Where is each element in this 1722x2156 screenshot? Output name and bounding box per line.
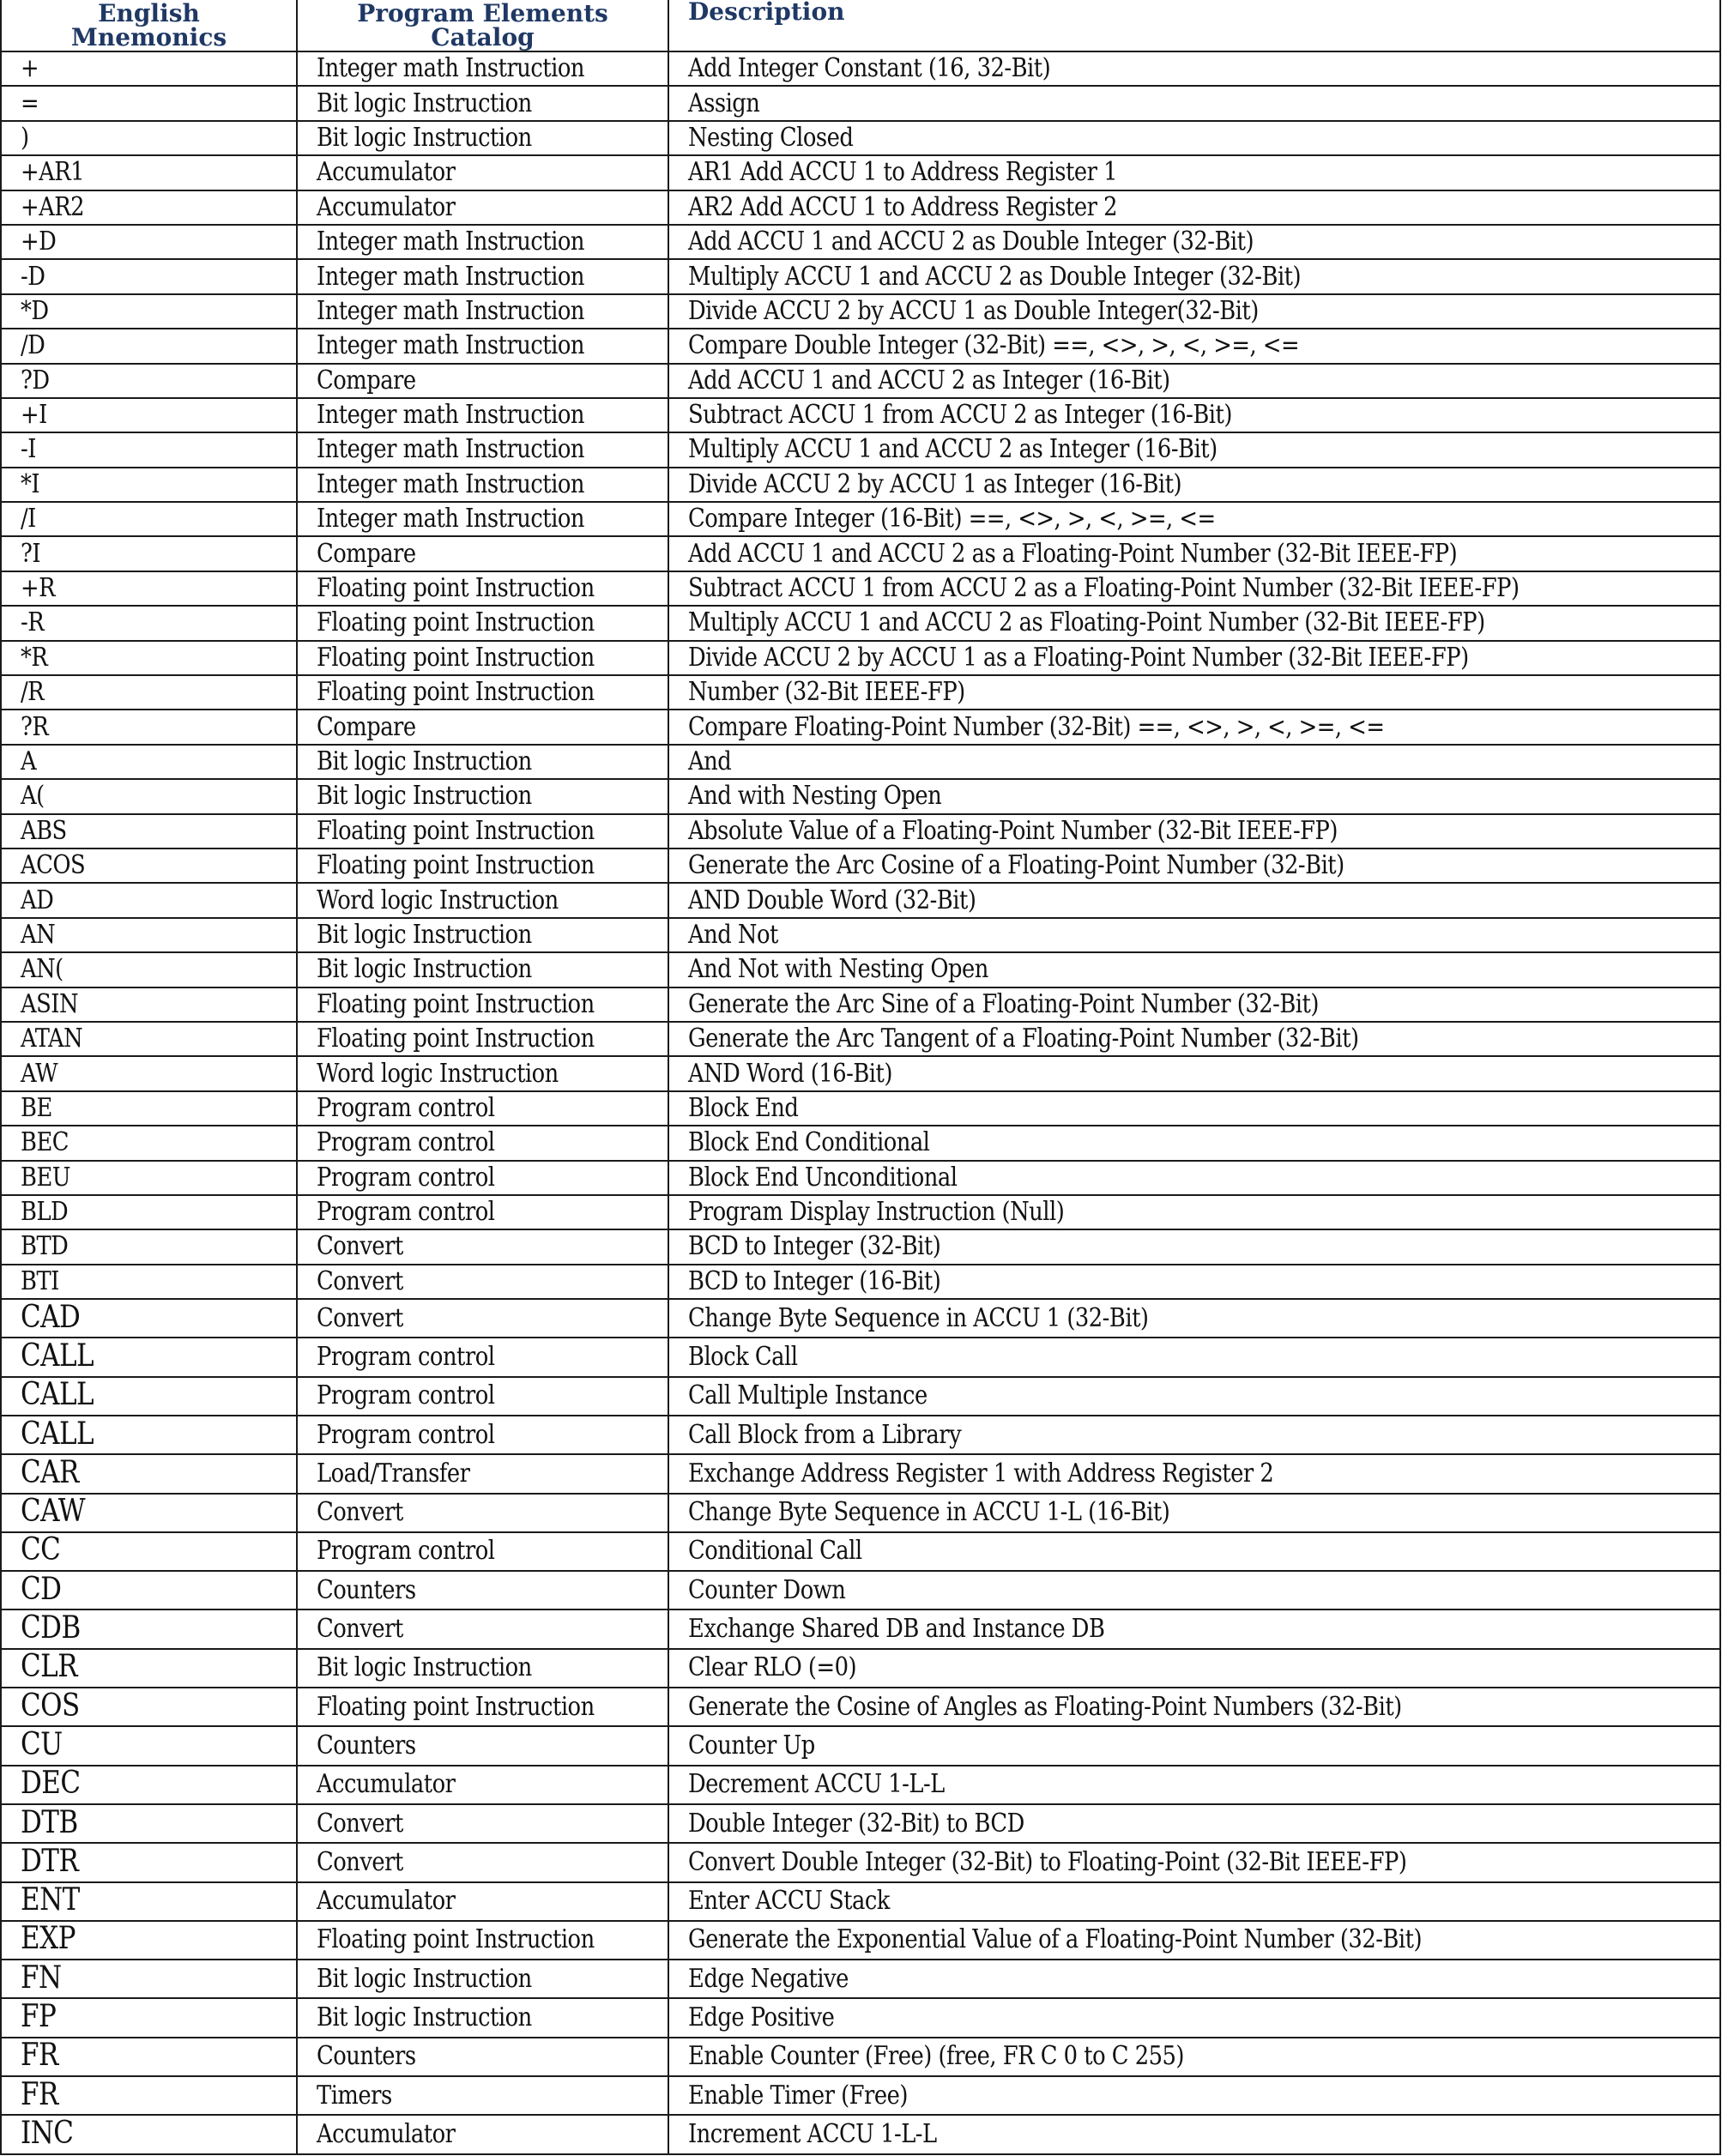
description-cell: BCD to Integer (16-Bit) bbox=[668, 1265, 1720, 1299]
catalog-cell: Accumulator bbox=[297, 2115, 668, 2153]
catalog-cell: Integer math Instruction bbox=[297, 294, 668, 329]
catalog-cell: Integer math Instruction bbox=[297, 225, 668, 259]
catalog-cell: Accumulator bbox=[297, 190, 668, 225]
description-cell: Multiply ACCU 1 and ACCU 2 as Integer (16-Bit) bbox=[668, 432, 1720, 467]
mnemonic-cell: -I bbox=[1, 432, 297, 467]
mnemonic-cell: *R bbox=[1, 641, 297, 675]
description-cell: Counter Up bbox=[668, 1726, 1720, 1765]
catalog-cell: Floating point Instruction bbox=[297, 675, 668, 710]
description-cell: Enable Timer (Free) bbox=[668, 2076, 1720, 2115]
catalog-cell: Bit logic Instruction bbox=[297, 745, 668, 779]
description-cell: Block Call bbox=[668, 1338, 1720, 1376]
description-cell: Counter Down bbox=[668, 1571, 1720, 1609]
mnemonic-cell: ENT bbox=[1, 1882, 297, 1921]
description-cell: Subtract ACCU 1 from ACCU 2 as Integer (16-Bit) bbox=[668, 398, 1720, 432]
table-row bbox=[1, 745, 1720, 779]
table-row bbox=[1, 2115, 1720, 2153]
table-row bbox=[1, 329, 1720, 363]
catalog-cell: Bit logic Instruction bbox=[297, 1960, 668, 1998]
table-row bbox=[1, 1960, 1720, 1998]
table-row bbox=[1, 1195, 1720, 1229]
catalog-cell: Accumulator bbox=[297, 1882, 668, 1921]
description-cell: Edge Negative bbox=[668, 1960, 1720, 1998]
description-cell: Generate the Cosine of Angles as Floating-Point Numbers (32-Bit) bbox=[668, 1688, 1720, 1726]
mnemonic-cell: FR bbox=[1, 2038, 297, 2076]
table-row bbox=[1, 155, 1720, 190]
description-cell: BCD to Integer (32-Bit) bbox=[668, 1229, 1720, 1264]
catalog-cell: Floating point Instruction bbox=[297, 606, 668, 640]
mnemonic-cell: BEU bbox=[1, 1161, 297, 1195]
catalog-cell: Integer math Instruction bbox=[297, 51, 668, 86]
mnemonic-cell: CU bbox=[1, 1726, 297, 1765]
catalog-cell: Floating point Instruction bbox=[297, 1688, 668, 1726]
table-row bbox=[1, 536, 1720, 571]
table-row bbox=[1, 190, 1720, 225]
mnemonic-cell: = bbox=[1, 86, 297, 120]
description-cell: AR1 Add ACCU 1 to Address Register 1 bbox=[668, 155, 1720, 190]
mnemonic-cell: EXP bbox=[1, 1921, 297, 1960]
catalog-cell: Timers bbox=[297, 2076, 668, 2115]
description-cell: Generate the Exponential Value of a Floating-Point Number (32-Bit) bbox=[668, 1921, 1720, 1960]
table-row bbox=[1, 2038, 1720, 2076]
description-cell: Exchange Address Register 1 with Address Register 2 bbox=[668, 1454, 1720, 1493]
mnemonic-cell: ACOS bbox=[1, 849, 297, 883]
description-cell: Compare Floating-Point Number (32-Bit) ==, <>, >, <, >=, <= bbox=[668, 710, 1720, 744]
table-row bbox=[1, 675, 1720, 710]
catalog-cell: Integer math Instruction bbox=[297, 502, 668, 536]
mnemonic-cell: CALL bbox=[1, 1416, 297, 1454]
table-row bbox=[1, 1265, 1720, 1299]
description-cell: Exchange Shared DB and Instance DB bbox=[668, 1609, 1720, 1648]
description-cell: Number (32-Bit IEEE-FP) bbox=[668, 675, 1720, 710]
mnemonic-cell: CLR bbox=[1, 1649, 297, 1688]
description-cell: And with Nesting Open bbox=[668, 779, 1720, 813]
catalog-cell: Word logic Instruction bbox=[297, 883, 668, 917]
description-cell: And bbox=[668, 745, 1720, 779]
table-row bbox=[1, 1571, 1720, 1609]
table-row bbox=[1, 259, 1720, 293]
description-cell: Subtract ACCU 1 from ACCU 2 as a Floating-Point Number (32-Bit IEEE-FP) bbox=[668, 571, 1720, 606]
header-row bbox=[1, 0, 1720, 51]
table-row bbox=[1, 883, 1720, 917]
catalog-cell: Program control bbox=[297, 1532, 668, 1571]
table-row bbox=[1, 1882, 1720, 1921]
mnemonic-cell: CDB bbox=[1, 1609, 297, 1648]
table-row bbox=[1, 641, 1720, 675]
catalog-cell: Floating point Instruction bbox=[297, 1921, 668, 1960]
table-row bbox=[1, 1299, 1720, 1338]
catalog-cell: Integer math Instruction bbox=[297, 432, 668, 467]
mnemonic-cell: DTB bbox=[1, 1804, 297, 1843]
mnemonic-cell: A bbox=[1, 745, 297, 779]
header-description: Description bbox=[668, 0, 1720, 51]
description-cell: Enable Counter (Free) (free, FR C 0 to C 255) bbox=[668, 2038, 1720, 2076]
table-row bbox=[1, 1338, 1720, 1376]
description-cell: Compare Integer (16-Bit) ==, <>, >, <, >=, <= bbox=[668, 502, 1720, 536]
mnemonic-cell: BEC bbox=[1, 1126, 297, 1160]
mnemonic-cell: CD bbox=[1, 1571, 297, 1609]
mnemonic-cell: +AR1 bbox=[1, 155, 297, 190]
catalog-cell: Program control bbox=[297, 1161, 668, 1195]
table-row bbox=[1, 2076, 1720, 2115]
catalog-cell: Program control bbox=[297, 1195, 668, 1229]
description-cell: Divide ACCU 2 by ACCU 1 as Double Integer(32-Bit) bbox=[668, 294, 1720, 329]
description-cell: Edge Positive bbox=[668, 1998, 1720, 2037]
table-body bbox=[1, 51, 1720, 2154]
header-catalog: Program Elements Catalog bbox=[297, 0, 668, 51]
mnemonic-cell: FN bbox=[1, 1960, 297, 1998]
mnemonic-cell: /R bbox=[1, 675, 297, 710]
mnemonic-cell: +R bbox=[1, 571, 297, 606]
description-cell: Generate the Arc Cosine of a Floating-Point Number (32-Bit) bbox=[668, 849, 1720, 883]
mnemonic-cell: ABS bbox=[1, 814, 297, 849]
catalog-cell: Accumulator bbox=[297, 155, 668, 190]
catalog-cell: Bit logic Instruction bbox=[297, 918, 668, 952]
mnemonic-cell: *D bbox=[1, 294, 297, 329]
catalog-cell: Integer math Instruction bbox=[297, 468, 668, 502]
table-row bbox=[1, 571, 1720, 606]
catalog-cell: Floating point Instruction bbox=[297, 571, 668, 606]
table-row bbox=[1, 814, 1720, 849]
description-cell: Divide ACCU 2 by ACCU 1 as Integer (16-Bit) bbox=[668, 468, 1720, 502]
table-row bbox=[1, 121, 1720, 155]
mnemonic-cell: AN bbox=[1, 918, 297, 952]
catalog-cell: Convert bbox=[297, 1843, 668, 1881]
description-cell: Call Multiple Instance bbox=[668, 1377, 1720, 1416]
table-row bbox=[1, 502, 1720, 536]
mnemonic-cell: ATAN bbox=[1, 1022, 297, 1056]
mnemonic-cell: +D bbox=[1, 225, 297, 259]
catalog-cell: Accumulator bbox=[297, 1766, 668, 1804]
catalog-cell: Program control bbox=[297, 1377, 668, 1416]
description-cell: Add ACCU 1 and ACCU 2 as Double Integer (32-Bit) bbox=[668, 225, 1720, 259]
catalog-cell: Compare bbox=[297, 710, 668, 744]
catalog-cell: Load/Transfer bbox=[297, 1454, 668, 1493]
catalog-cell: Floating point Instruction bbox=[297, 814, 668, 849]
catalog-cell: Convert bbox=[297, 1609, 668, 1648]
catalog-cell: Program control bbox=[297, 1091, 668, 1126]
description-cell: Clear RLO (=0) bbox=[668, 1649, 1720, 1688]
mnemonic-cell: COS bbox=[1, 1688, 297, 1726]
description-cell: AND Word (16-Bit) bbox=[668, 1056, 1720, 1090]
mnemonic-cell: CAW bbox=[1, 1494, 297, 1532]
mnemonic-cell: -R bbox=[1, 606, 297, 640]
table-row bbox=[1, 1161, 1720, 1195]
table-row bbox=[1, 606, 1720, 640]
description-cell: Program Display Instruction (Null) bbox=[668, 1195, 1720, 1229]
description-cell: Block End bbox=[668, 1091, 1720, 1126]
description-cell: And Not with Nesting Open bbox=[668, 952, 1720, 987]
catalog-cell: Bit logic Instruction bbox=[297, 86, 668, 120]
mnemonic-cell: AW bbox=[1, 1056, 297, 1090]
description-cell: AND Double Word (32-Bit) bbox=[668, 883, 1720, 917]
catalog-cell: Floating point Instruction bbox=[297, 987, 668, 1022]
mnemonic-cell: BTD bbox=[1, 1229, 297, 1264]
description-cell: Nesting Closed bbox=[668, 121, 1720, 155]
catalog-cell: Convert bbox=[297, 1804, 668, 1843]
description-cell: Divide ACCU 2 by ACCU 1 as a Floating-Point Number (32-Bit IEEE-FP) bbox=[668, 641, 1720, 675]
table-row bbox=[1, 1766, 1720, 1804]
description-cell: Decrement ACCU 1-L-L bbox=[668, 1766, 1720, 1804]
table-row bbox=[1, 779, 1720, 813]
catalog-cell: Convert bbox=[297, 1265, 668, 1299]
catalog-cell: Program control bbox=[297, 1416, 668, 1454]
table-row bbox=[1, 1056, 1720, 1090]
table-row bbox=[1, 1921, 1720, 1960]
mnemonic-cell: FP bbox=[1, 1998, 297, 2037]
mnemonic-cell: AN( bbox=[1, 952, 297, 987]
mnemonic-cell: CAR bbox=[1, 1454, 297, 1493]
mnemonic-cell: BE bbox=[1, 1091, 297, 1126]
table-row bbox=[1, 918, 1720, 952]
table-row bbox=[1, 1377, 1720, 1416]
description-cell: Multiply ACCU 1 and ACCU 2 as Double Integer (32-Bit) bbox=[668, 259, 1720, 293]
mnemonic-cell: AD bbox=[1, 883, 297, 917]
catalog-cell: Floating point Instruction bbox=[297, 849, 668, 883]
catalog-cell: Compare bbox=[297, 536, 668, 571]
catalog-cell: Integer math Instruction bbox=[297, 259, 668, 293]
mnemonic-cell: A( bbox=[1, 779, 297, 813]
catalog-cell: Counters bbox=[297, 2038, 668, 2076]
catalog-cell: Bit logic Instruction bbox=[297, 121, 668, 155]
table-row bbox=[1, 1843, 1720, 1881]
table-row bbox=[1, 987, 1720, 1022]
description-cell: Multiply ACCU 1 and ACCU 2 as Floating-Point Number (32-Bit IEEE-FP) bbox=[668, 606, 1720, 640]
table-row bbox=[1, 51, 1720, 86]
table-row bbox=[1, 86, 1720, 120]
table-row bbox=[1, 1229, 1720, 1264]
table-row bbox=[1, 1416, 1720, 1454]
mnemonic-cell: ?I bbox=[1, 536, 297, 571]
mnemonic-cell: DEC bbox=[1, 1766, 297, 1804]
table-row bbox=[1, 1454, 1720, 1493]
table-row bbox=[1, 1726, 1720, 1765]
catalog-cell: Word logic Instruction bbox=[297, 1056, 668, 1090]
description-cell: Generate the Arc Sine of a Floating-Point Number (32-Bit) bbox=[668, 987, 1720, 1022]
table-row bbox=[1, 952, 1720, 987]
description-cell: Generate the Arc Tangent of a Floating-Point Number (32-Bit) bbox=[668, 1022, 1720, 1056]
table-row bbox=[1, 1649, 1720, 1688]
table-row bbox=[1, 1126, 1720, 1160]
mnemonic-cell: -D bbox=[1, 259, 297, 293]
table-row bbox=[1, 1532, 1720, 1571]
table-row bbox=[1, 1998, 1720, 2037]
catalog-cell: Integer math Instruction bbox=[297, 329, 668, 363]
description-cell: Add Integer Constant (16, 32-Bit) bbox=[668, 51, 1720, 86]
table-row bbox=[1, 1804, 1720, 1843]
table-row bbox=[1, 849, 1720, 883]
mnemonic-cell: *I bbox=[1, 468, 297, 502]
table-row bbox=[1, 364, 1720, 398]
table-row bbox=[1, 468, 1720, 502]
catalog-cell: Convert bbox=[297, 1299, 668, 1338]
table-row bbox=[1, 225, 1720, 259]
catalog-cell: Convert bbox=[297, 1229, 668, 1264]
catalog-cell: Compare bbox=[297, 364, 668, 398]
catalog-cell: Counters bbox=[297, 1726, 668, 1765]
catalog-cell: Convert bbox=[297, 1494, 668, 1532]
description-cell: Change Byte Sequence in ACCU 1-L (16-Bit) bbox=[668, 1494, 1720, 1532]
catalog-cell: Bit logic Instruction bbox=[297, 1998, 668, 2037]
description-cell: Enter ACCU Stack bbox=[668, 1882, 1720, 1921]
mnemonic-cell: BTI bbox=[1, 1265, 297, 1299]
catalog-cell: Program control bbox=[297, 1126, 668, 1160]
mnemonic-cell: ASIN bbox=[1, 987, 297, 1022]
header-mnemonics: English Mnemonics bbox=[1, 0, 297, 51]
description-cell: Call Block from a Library bbox=[668, 1416, 1720, 1454]
description-cell: Block End Unconditional bbox=[668, 1161, 1720, 1195]
description-cell: And Not bbox=[668, 918, 1720, 952]
table-row bbox=[1, 1091, 1720, 1126]
table-row bbox=[1, 1688, 1720, 1726]
mnemonic-cell: CALL bbox=[1, 1377, 297, 1416]
table-row bbox=[1, 1022, 1720, 1056]
mnemonic-cell: ?D bbox=[1, 364, 297, 398]
mnemonic-cell: ) bbox=[1, 121, 297, 155]
description-cell: Increment ACCU 1-L-L bbox=[668, 2115, 1720, 2153]
table-row bbox=[1, 1609, 1720, 1648]
mnemonic-cell: + bbox=[1, 51, 297, 86]
mnemonic-cell: /D bbox=[1, 329, 297, 363]
description-cell: Assign bbox=[668, 86, 1720, 120]
mnemonic-cell: INC bbox=[1, 2115, 297, 2153]
table-row bbox=[1, 398, 1720, 432]
mnemonic-cell: DTR bbox=[1, 1843, 297, 1881]
mnemonic-cell: CALL bbox=[1, 1338, 297, 1376]
description-cell: Compare Double Integer (32-Bit) ==, <>, >, <, >=, <= bbox=[668, 329, 1720, 363]
mnemonic-cell: +AR2 bbox=[1, 190, 297, 225]
description-cell: Change Byte Sequence in ACCU 1 (32-Bit) bbox=[668, 1299, 1720, 1338]
description-cell: Add ACCU 1 and ACCU 2 as a Floating-Point Number (32-Bit IEEE-FP) bbox=[668, 536, 1720, 571]
catalog-cell: Floating point Instruction bbox=[297, 1022, 668, 1056]
catalog-cell: Bit logic Instruction bbox=[297, 1649, 668, 1688]
mnemonic-cell: CC bbox=[1, 1532, 297, 1571]
mnemonic-cell: +I bbox=[1, 398, 297, 432]
catalog-cell: Counters bbox=[297, 1571, 668, 1609]
description-cell: Absolute Value of a Floating-Point Number (32-Bit IEEE-FP) bbox=[668, 814, 1720, 849]
table-row bbox=[1, 710, 1720, 744]
table-row bbox=[1, 294, 1720, 329]
description-cell: AR2 Add ACCU 1 to Address Register 2 bbox=[668, 190, 1720, 225]
catalog-cell: Bit logic Instruction bbox=[297, 952, 668, 987]
description-cell: Block End Conditional bbox=[668, 1126, 1720, 1160]
description-cell: Conditional Call bbox=[668, 1532, 1720, 1571]
catalog-cell: Floating point Instruction bbox=[297, 641, 668, 675]
mnemonic-cell: ?R bbox=[1, 710, 297, 744]
mnemonic-cell: CAD bbox=[1, 1299, 297, 1338]
mnemonic-cell: /I bbox=[1, 502, 297, 536]
description-cell: Convert Double Integer (32-Bit) to Floating-Point (32-Bit IEEE-FP) bbox=[668, 1843, 1720, 1881]
mnemonic-cell: BLD bbox=[1, 1195, 297, 1229]
description-cell: Add ACCU 1 and ACCU 2 as Integer (16-Bit) bbox=[668, 364, 1720, 398]
table-row bbox=[1, 1494, 1720, 1532]
catalog-cell: Program control bbox=[297, 1338, 668, 1376]
table-row bbox=[1, 432, 1720, 467]
catalog-cell: Integer math Instruction bbox=[297, 398, 668, 432]
mnemonic-cell: FR bbox=[1, 2076, 297, 2115]
description-cell: Double Integer (32-Bit) to BCD bbox=[668, 1804, 1720, 1843]
catalog-cell: Bit logic Instruction bbox=[297, 779, 668, 813]
